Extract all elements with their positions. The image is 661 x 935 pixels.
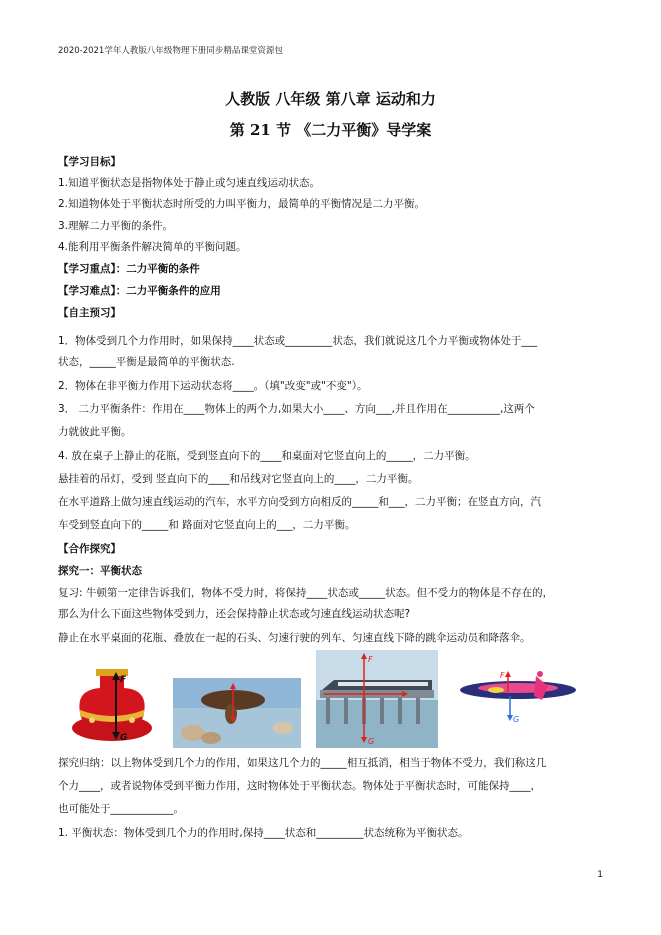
chapter-title: 人教版 八年级 第八章 运动和力 [225, 90, 436, 108]
vase-image [62, 660, 162, 745]
text-line: 力就彼此平衡。 [58, 426, 132, 438]
text-line: 悬挂着的吊灯，受到 竖直向下的____和吊线对它竖直向上的____，二力平衡。 [58, 473, 419, 485]
text-line: 静止在水平桌面的花瓶、叠放在一起的石头、匀速行驶的列车、匀速直线下降的跳伞运动员和降落伞。 [58, 632, 531, 644]
text-line: 【学习难点】：二力平衡条件的应用 [58, 285, 221, 297]
text-line: 3． 二力平衡条件：作用在____物体上的两个力,如果大小____、方向___,并且作用在__________,这两个 [58, 403, 535, 415]
text-line: 探究一：平衡状态 [58, 565, 142, 577]
text-line: 2.知道物体处于平衡状态时所受的力叫平衡力，最简单的平衡情况是二力平衡。 [58, 198, 426, 210]
text-line: 1.知道平衡状态是指物体处于静止或匀速直线运动状态。 [58, 177, 321, 189]
page-number: 1 [597, 870, 603, 880]
text-line: 那么为什么下面这些物体受到力，还会保持静止状态或匀速直线运动状态呢? [58, 608, 411, 620]
parachute-image [456, 666, 584, 738]
stones-image [173, 678, 301, 748]
force-label-g-para: G [513, 715, 520, 724]
force-label-g: G [120, 733, 128, 743]
force-label-f-train: F [368, 655, 373, 664]
text-line: 1. 平衡状态：物体受到几个力的作用时,保持____状态和_________状态统称为平衡状态。 [58, 827, 469, 839]
text-line: 3.理解二力平衡的条件。 [58, 220, 174, 232]
text-line: 在水平道路上做匀速直线运动的汽车，水平方向受到方向相反的_____和___，二力平衡；在竖直方向，汽 [58, 496, 541, 508]
page-header: 2020-2021学年人教版八年级物理下册同步精品课堂资源包 [58, 46, 283, 56]
text-line: 【合作探究】 [58, 543, 121, 555]
text-line: 【学习目标】 [58, 156, 121, 168]
text-line: 个力____，或者说物体受到平衡力作用，这时物体处于平衡状态。物体处于平衡状态时，可能保持____， [58, 780, 541, 792]
text-line: 2．物体在非平衡力作用下运动状态将____。（填"改变"或"不变"）。 [58, 380, 368, 392]
text-line: 探究归纳：以上物体受到几个力的作用，如果这几个力的_____相互抵消，相当于物体不受力，我们称这几 [58, 757, 547, 769]
lesson-title: 第 21 节 《二力平衡》导学案 [229, 121, 432, 139]
text-line: 【自主预习】 [58, 307, 121, 319]
text-line: 4. 放在桌子上静止的花瓶，受到竖直向下的____和桌面对它竖直向上的_____，二力平衡。 [58, 450, 476, 462]
text-line: 车受到竖直向下的_____和 路面对它竖直向上的___，二力平衡。 [58, 519, 356, 531]
force-label-g-train: G [368, 737, 375, 746]
force-label-f-para: F [500, 671, 505, 680]
text-line: 复习: 牛顿第一定律告诉我们，物体不受力时，将保持____状态或_____状态。但不受力的物体是不存在的， [58, 587, 554, 599]
text-line: 也可能处于____________。 [58, 803, 184, 815]
text-line: 1．物体受到几个力作用时，如果保持____状态或_________状态，我们就说这几个力平衡或物体处于___ [58, 335, 538, 347]
text-line: 4.能利用平衡条件解决简单的平衡问题。 [58, 241, 247, 253]
force-label-f: F [120, 675, 127, 685]
text-line: 状态，_____平衡是最简单的平衡状态. [58, 356, 235, 368]
text-line: 【学习重点】：二力平衡的条件 [58, 263, 200, 275]
train-image [316, 650, 438, 748]
